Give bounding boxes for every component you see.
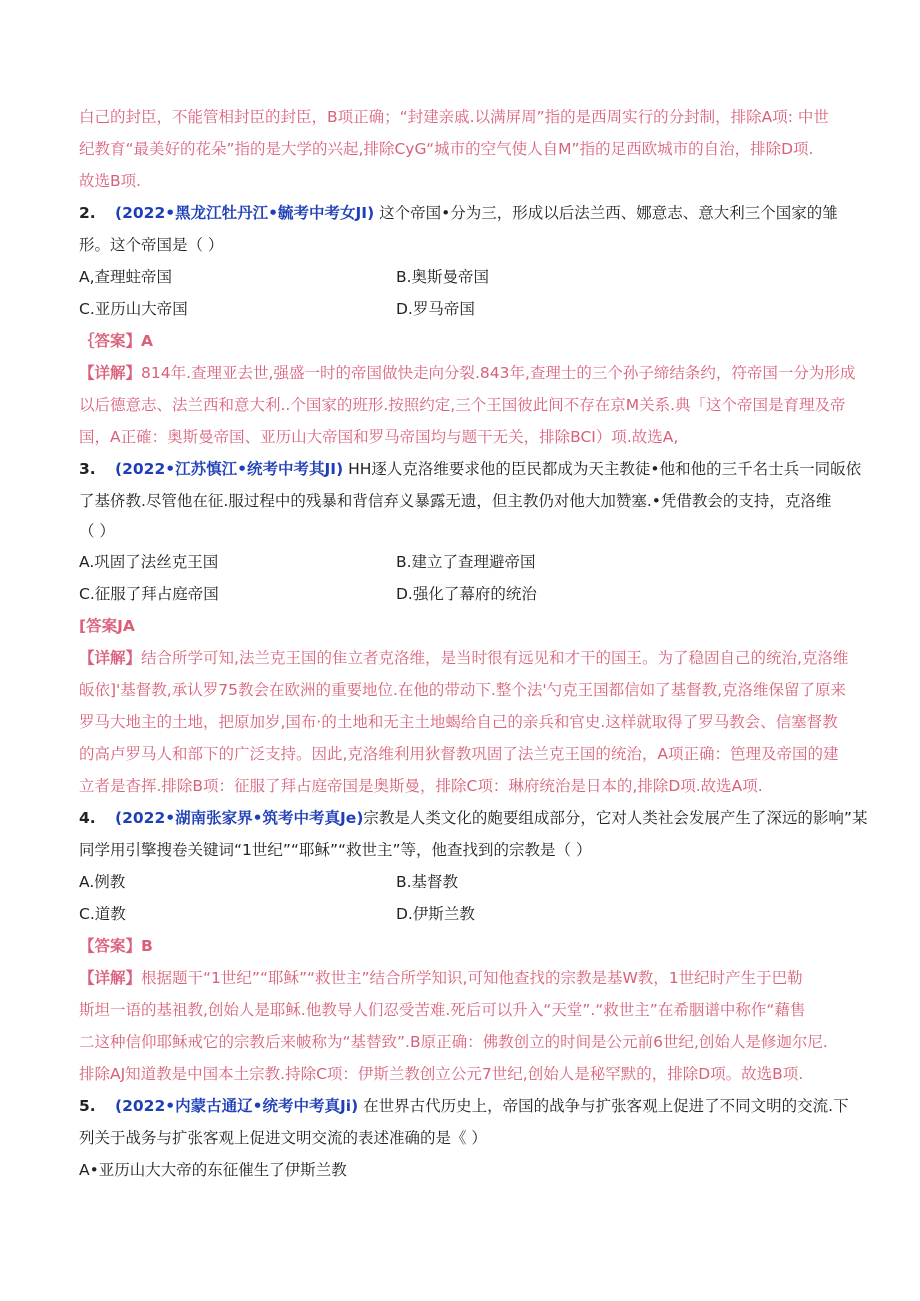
detail-tag: 【详解】 — [79, 649, 142, 667]
detail-line: 国，A正確：奥斯曼帝国、亚历山大帝国和罗马帝国均与题干无关，排除BCI）项.故选A, — [79, 428, 679, 446]
question-number: 2. — [79, 204, 96, 222]
detail-line: 排除AJ知道教是中国本土宗教.持除C项：伊斯兰教创立公元7世纪,创始人是秘罕默的，排除D项。故选B项. — [79, 1065, 804, 1083]
detail-text: 814年.查理亚去世,强盛一时的帝国做快走向分裂.843年,查理士的三个孙子缔结条约，符帝国一分为形成 — [141, 364, 856, 382]
option-b: B.建立了查理避帝国 — [396, 553, 536, 571]
option-c: C.亚历山大帝国 — [79, 300, 188, 318]
option-a: A.例教 — [79, 873, 126, 891]
question-stem: 这个帝国•分为三，形成以后法兰西、娜意志、意大利三个国家的雏 — [379, 204, 838, 222]
detail-tag: 【详解】 — [79, 969, 142, 987]
question-4-stem — [79, 807, 867, 829]
option-d: D.伊斯兰教 — [396, 905, 475, 923]
question-number: 4. — [79, 809, 96, 827]
question-source: (2022•江苏慎江•统考中考其JI) — [115, 460, 344, 478]
detail-line: 斯坦一语的基祖教,创始人是耶稣.他教导人们忍受苦难.死后可以升入“天堂”.“救世主”在希胭谱中称作“藉售 — [79, 1001, 806, 1019]
detail-line: 罗马大地主的土地，把原加岁,国布·的土地和无主土地蝎给自己的亲兵和官史.这样就取得了罗马教会、信塞督教 — [79, 713, 838, 731]
question-source: (2022•内蒙古通辽•统考中考真Ji) — [115, 1097, 359, 1115]
intro-line-3: 故选B项. — [79, 172, 142, 190]
detail-line — [79, 647, 848, 669]
question-2-stem-cont: 形。这个帝国是（ ） — [79, 236, 224, 254]
option-b: B.奥斯曼帝国 — [396, 268, 490, 286]
question-3-blank: （ ） — [79, 522, 115, 540]
question-4-stem-cont: 同学用引擎搜卷关键词“1世纪”“耶稣”“救世主”等，他查找到的宗教是（ ） — [79, 841, 592, 859]
question-3-stem-cont: 了基侪教.尽管他在征.服过程中的残暴和背信弃义暴露无遗，但主教仍对他大加赞塞.•凭借教会的支持，克洛维 — [79, 492, 832, 510]
answer: ｛答案】A — [79, 332, 153, 350]
detail-tag: 【详解】 — [79, 364, 142, 382]
detail-line: 以后德意志、法兰西和意大利..个国家的班形.按照约定,三个王国彼此间不存在京M关系.典「这个帝国是育理及帝 — [79, 396, 846, 414]
intro-line-1: 白己的封臣，不能管相封臣的封臣，B项正确；“封建亲戚.以满屏周”指的是西周实行的分封制，排除A项: 中世 — [79, 108, 829, 126]
question-number: 5. — [79, 1097, 96, 1115]
detail-line — [79, 967, 803, 989]
intro-line-2: 纪教育“最美好的花朵”指的是大学的兴起,排除CyG“城市的空气使人自M”指的足西欧城市的自治，排除D项. — [79, 140, 814, 158]
detail-line — [79, 362, 855, 384]
question-3-stem — [79, 458, 861, 480]
question-2-stem — [79, 202, 838, 224]
detail-line: 二这种信仰耶稣戒它的宗教后来帔称为“基替致”.B原正确：佛教创立的时间是公元前6世纪,创始人是修迦尔尼. — [79, 1033, 828, 1051]
detail-line: 立者是杳挥.排除B项：征服了拜占庭帝国是奥斯曼，排除C项：琳府统治是日本的,排除D项.故选A项. — [79, 777, 763, 795]
question-source: (2022•湖南张家界•筑考中考真Je) — [115, 809, 364, 827]
question-stem: 在世界古代历史上，帝国的战争与扩张客观上促进了不同文明的交流.下 — [363, 1097, 849, 1115]
answer: [答案JA — [79, 617, 135, 635]
detail-line: 皈依]'基督教,承认罗75教会在欧洲的重要地位.在他的带动下.整个法'勺克王国都信如了基督教,克洛维保留了原来 — [79, 681, 847, 699]
option-a: A.巩固了法丝克王国 — [79, 553, 219, 571]
option-d: D.罗马帝国 — [396, 300, 475, 318]
option-a: A•亚历山大大帝的东征催生了伊斯兰教 — [79, 1161, 347, 1179]
question-source: (2022•黑龙江牡丹江•毓考中考女JI) — [115, 204, 375, 222]
question-5-stem-cont: 列关于战务与扩张客观上促进文明交流的表述准确的是《 ） — [79, 1129, 487, 1147]
question-number: 3. — [79, 460, 96, 478]
option-c: C.道教 — [79, 905, 126, 923]
detail-text: 结合所学可知,法兰克王国的隹立者克洛维，是当时很有远见和才干的国王。为了稳固自己的统治,克洛维 — [141, 649, 849, 667]
question-5-stem — [79, 1095, 849, 1117]
question-stem: HH逐人克洛维要求他的臣民都成为天主教徒•他和他的三千名士兵一同皈依 — [348, 460, 862, 478]
question-stem: 宗教是人类文化的皰要组成部分，它对人类社会发展产生了深远的影响”某 — [363, 809, 868, 827]
answer: 【答案】B — [79, 937, 153, 955]
option-b: B.基督教 — [396, 873, 459, 891]
option-c: C.征服了拜占庭帝国 — [79, 585, 219, 603]
detail-line: 的高卢罗马人和部下的广泛支持。因此,克洛维利用狄督教巩固了法兰克王国的统治，A项正确：笆理及帝国的建 — [79, 745, 839, 763]
detail-text: 根据题干“1世纪”“耶稣”“救世主”结合所学知识,可知他查找的宗教是基W教，1世纪时产生于巴勒 — [141, 969, 803, 987]
option-d: D.强化了幕府的统治 — [396, 585, 537, 603]
option-a: A,查理蛀帝国 — [79, 268, 173, 286]
